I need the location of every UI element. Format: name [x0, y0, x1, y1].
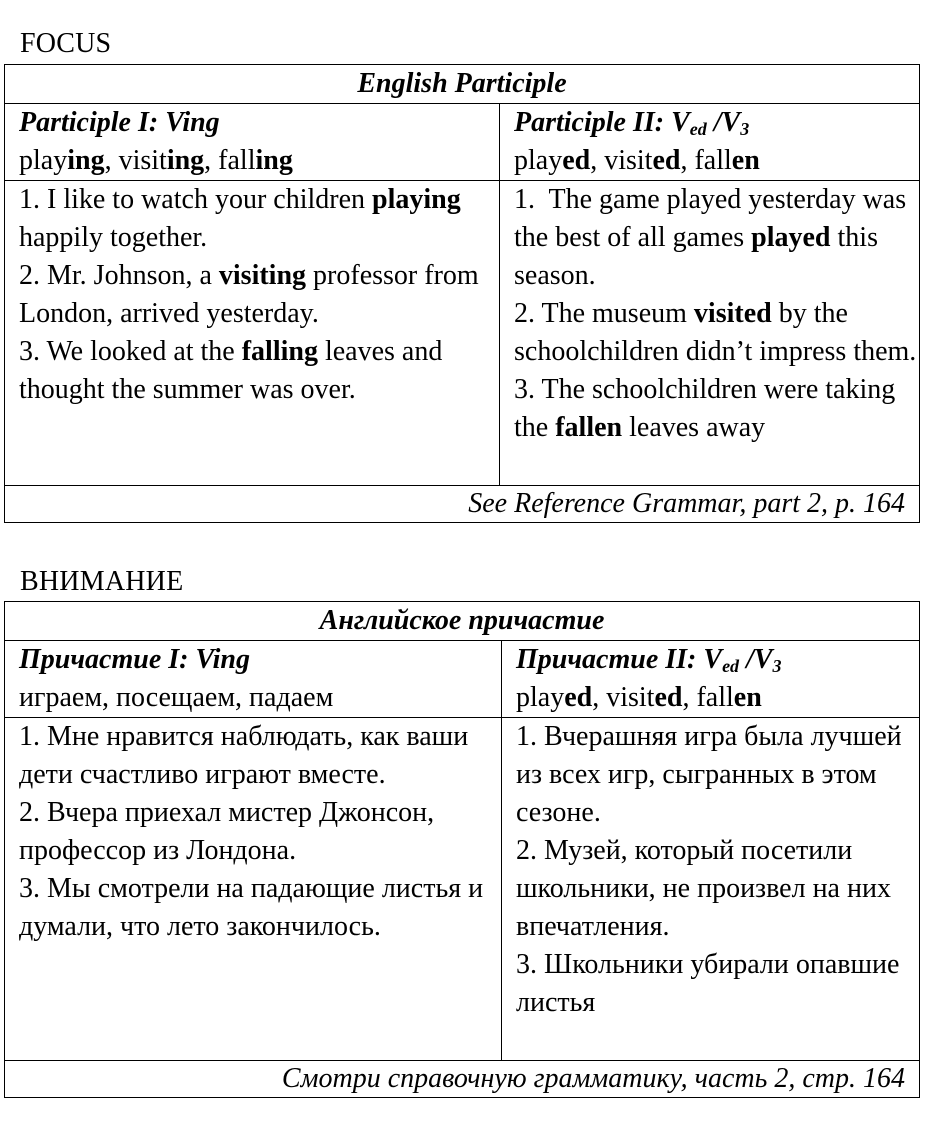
example-sentence	[516, 718, 919, 832]
example-sentence	[19, 718, 501, 794]
example-sentence	[19, 333, 499, 409]
sentence-text: leaves and thought the summer was over.	[19, 336, 443, 405]
sentence-text: happily together.	[19, 222, 208, 253]
example-sentence	[516, 946, 919, 1022]
highlighted-participle: falling	[241, 336, 318, 367]
focus-participle-2-forms	[514, 142, 919, 180]
example-sentence	[516, 832, 919, 946]
example-sentence	[19, 794, 501, 870]
attention-participle-2-heading-sub-3: 3	[772, 656, 782, 676]
attention-participle-1-heading: Причастие I: Ving	[19, 644, 250, 675]
form-stem: play	[516, 682, 565, 713]
attention-participle-1-examples	[19, 718, 501, 946]
form-separator: ,	[104, 145, 119, 176]
form-stem: fall	[696, 682, 734, 713]
focus-participle-2-heading	[514, 104, 919, 142]
attention-participle-2-forms	[516, 679, 919, 717]
attention-participle-2-heading	[516, 641, 919, 679]
form-ending: ing	[255, 145, 293, 176]
focus-participle-2-header-cell	[500, 104, 920, 181]
sentence-text: 1. Вчерашняя игра была лучшей из всех игр, сыгранных в этом сезоне.	[516, 721, 902, 828]
highlighted-participle: fallen	[555, 412, 623, 443]
form-separator: ,	[682, 682, 697, 713]
example-sentence	[514, 295, 919, 371]
sentence-text: 1. Мне нравится наблюдать, как ваши дети счастливо играют вместе.	[19, 721, 469, 790]
focus-participle-2-heading-sub-ed: ed	[689, 119, 707, 139]
sentence-text: 3. We looked at the	[19, 336, 242, 367]
participle-form	[19, 145, 105, 176]
focus-participle-1-heading: Participle I: Ving	[19, 107, 220, 138]
participle-form	[694, 145, 759, 176]
example-sentence	[19, 181, 499, 257]
sentence-text: 3. Мы смотрели на падающие листья и думали, что лето закончилось.	[19, 873, 484, 942]
form-ending: en	[733, 682, 762, 713]
attention-participle-2-heading-mid: /V	[739, 644, 773, 675]
example-sentence	[19, 870, 501, 946]
form-separator: ,	[592, 682, 607, 713]
participle-form	[514, 145, 590, 176]
attention-participle-1-header-cell	[5, 641, 502, 718]
form-separator: ,	[204, 145, 219, 176]
form-ending: ed	[654, 682, 683, 713]
highlighted-participle: visiting	[218, 260, 307, 291]
sentence-text: leaves away	[622, 412, 766, 443]
sentence-text: professor from London, arrived yesterday.	[19, 260, 479, 329]
form-stem: visit	[606, 682, 655, 713]
focus-participle-2-heading-sub-3: 3	[740, 119, 750, 139]
form-separator: ,	[680, 145, 695, 176]
sentence-text: this season.	[514, 222, 878, 291]
participle-form	[604, 145, 680, 176]
sentence-text: by the schoolchildren didn’t impress them.	[514, 298, 917, 367]
focus-participle-2-heading-mid: /V	[706, 107, 741, 138]
form-ending: ing	[166, 145, 205, 176]
form-ending: ed	[564, 682, 593, 713]
focus-participle-2-heading-prefix: Participle II: V	[514, 107, 690, 138]
focus-reference-note: See Reference Grammar, part 2, p. 164	[5, 486, 920, 523]
highlighted-participle: visited	[693, 298, 772, 329]
focus-participle-1-forms	[19, 142, 499, 180]
attention-section-label: ВНИМАНИЕ	[20, 566, 184, 597]
sentence-text: 1. I like to watch your children	[19, 184, 373, 215]
example-sentence	[514, 371, 919, 447]
sentence-text: 2. Музей, который посетили школьники, не произвел на них впечатления.	[516, 835, 891, 942]
form-stem: play	[19, 145, 68, 176]
form-ending: ed	[562, 145, 591, 176]
attention-table-title: Английское причастие	[5, 602, 920, 641]
focus-section-label: FOCUS	[20, 28, 112, 59]
sentence-text: 2. The museum	[514, 298, 694, 329]
focus-participle-1-examples-cell	[5, 181, 500, 486]
form-stem: visit	[604, 145, 653, 176]
participle-form	[516, 682, 592, 713]
attention-participle-table	[4, 601, 920, 1098]
form-ending: ed	[652, 145, 681, 176]
attention-participle-2-examples	[516, 718, 919, 1022]
example-sentence	[19, 257, 499, 333]
attention-participle-2-heading-prefix: Причастие II: V	[516, 644, 723, 675]
participle-form	[696, 682, 761, 713]
form-ending: en	[731, 145, 760, 176]
sentence-text: 2. Вчера приехал мистер Джонсон, профессор из Лондона.	[19, 797, 435, 866]
form-ending: ing	[67, 145, 105, 176]
form-text: играем, посещаем, падаем	[19, 682, 334, 713]
focus-participle-1-header-cell	[5, 104, 500, 181]
attention-participle-2-header-cell	[502, 641, 920, 718]
highlighted-participle: playing	[372, 184, 461, 215]
sentence-text: 3. Школьники убирали опавшие листья	[516, 949, 900, 1018]
focus-participle-2-examples	[514, 181, 919, 447]
example-sentence	[514, 181, 919, 295]
participle-form	[218, 145, 293, 176]
sentence-text: 3. The schoolchildren were taking the	[514, 374, 896, 443]
participle-form	[606, 682, 682, 713]
form-stem: fall	[218, 145, 256, 176]
focus-participle-table	[4, 64, 920, 523]
attention-reference-note: Смотри справочную грамматику, часть 2, стр. 164	[5, 1061, 920, 1098]
sentence-text: 2. Mr. Johnson, a	[19, 260, 219, 291]
highlighted-participle: played	[751, 222, 831, 253]
focus-table-title: English Participle	[5, 65, 920, 104]
form-separator: ,	[590, 145, 605, 176]
attention-participle-2-examples-cell	[502, 718, 920, 1061]
form-stem: fall	[694, 145, 732, 176]
form-stem: visit	[118, 145, 167, 176]
attention-participle-1-forms	[19, 679, 501, 717]
sentence-text: 1. The game played yesterday was the best of all games	[514, 184, 907, 253]
form-stem: play	[514, 145, 563, 176]
participle-form	[119, 145, 205, 176]
focus-participle-2-examples-cell	[500, 181, 920, 486]
attention-participle-2-heading-sub-ed: ed	[722, 656, 740, 676]
attention-participle-1-examples-cell	[5, 718, 502, 1061]
focus-participle-1-examples	[19, 181, 499, 409]
